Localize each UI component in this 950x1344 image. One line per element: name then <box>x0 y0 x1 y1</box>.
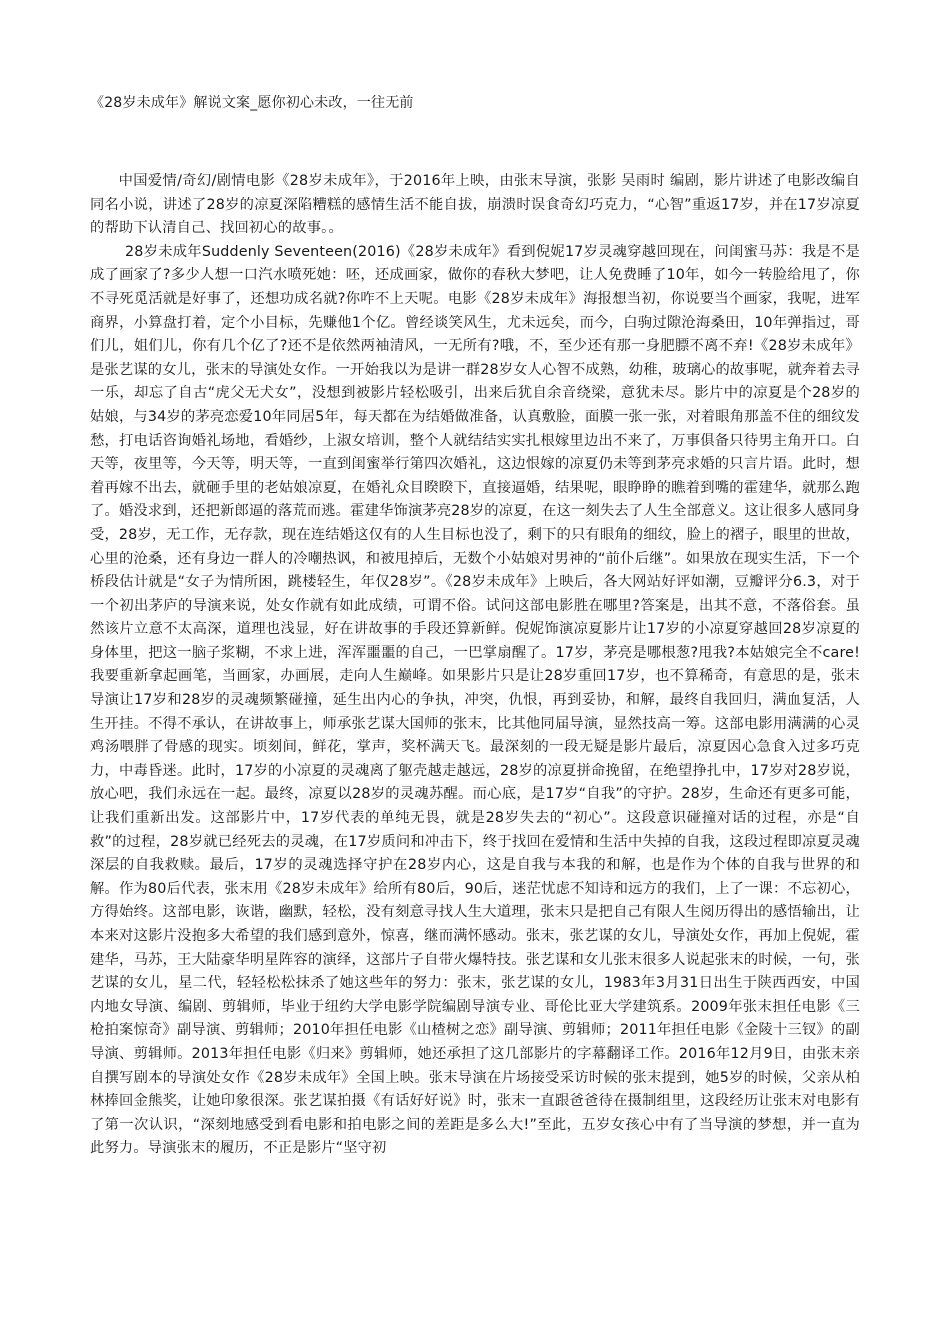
document-page <box>90 90 860 1161</box>
paragraph-intro: 中国爱情/奇幻/剧情电影《28岁未成年》，于2016年上映，由张末导演，张影 吴雨时 编剧，影片讲述了电影改编自同名小说，讲述了28岁的凉夏深陷糟糕的感情生活不能自拔，崩溃时误食奇幻巧克力，“心智”重返17岁，并在17岁凉夏的帮助下认清自己、找回初心的故事。。 <box>90 173 860 237</box>
document-title: 《28岁未成年》解说文案_愿你初心未改，一往无前 <box>90 95 414 111</box>
paragraph-review: 28岁未成年Suddenly Seventeen(2016)《28岁未成年》看到倪妮17岁灵魂穿越回现在，问闺蜜马苏：我是不是成了画家了?多少人想一口汽水喷死她：呸，还成画家，做你的春秋大梦吧，让人免费睡了10年，如今一转脸给甩了，你不寻死觅活就是好事了，还想功成名就?你咋不上天呢。电影《28岁未成年》海报想当初，你说要当个画家，我呢，进军商界，小算盘打着，定个小目标，先赚他1个亿。曾经谈笑风生，尤未远矣，而今，白驹过隙沧海桑田，10年弹指过，哥们儿，姐们儿，你有几个亿了?还不是依然两袖清风，一无所有?哦，不，至少还有那一身肥膘不离不弃!《28岁未成年》是张艺谋的女儿，张末的导演处女作。一开始我以为是讲一群28岁女人心智不成熟，幼稚，玻璃心的故事呢，就奔着去寻一乐，却忘了自古“虎父无犬女”，没想到被影片轻松吸引，出来后犹自余音绕梁，意犹未尽。影片中的凉夏是个28岁的姑娘，与34岁的茅亮恋爱10年同居5年，每天都在为结婚做准备，认真敷脸，面膜一张一张，对着眼角那盖不住的细纹发愁，打电话咨询婚礼场地，看婚纱，上淑女培训，整个人就结结实实扎根嫁里边出不来了，万事俱备只待男主角开口。白天等，夜里等，今天等，明天等，一直到闺蜜举行第四次婚礼，这边恨嫁的凉夏仍未等到茅亮求婚的只言片语。此时，想着再嫁不出去，就砸手里的老姑娘凉夏，在婚礼众目睽睽下，直接逼婚，结果呢，眼睁睁的瞧着到嘴的霍建华，就那么跑了。婚没求到，还把新郎逼的落荒而逃。霍建华饰演茅亮28岁的凉夏，在这一刻失去了人生全部意义。这让很多人感同身受，28岁，无工作，无存款，现在连结婚这仅有的人生目标也没了，剩下的只有眼角的细纹，脸上的褶子，眼里的世故，心里的沧桑，还有身边一群人的冷嘲热讽，和被甩掉后，无数个小姑娘对男神的“前仆后继”。如果放在现实生活，下一个桥段估计就是“女子为情所困，跳楼轻生，年仅28岁”。《28岁未成年》上映后，各大网站好评如潮，豆瓣评分6.3，对于一个初出茅庐的导演来说，处女作就有如此成绩，可谓不俗。试问这部电影胜在哪里?答案是，出其不意，不落俗套。虽然该片立意不太高深，道理也浅显，好在讲故事的手段还算新鲜。倪妮饰演凉夏影片让17岁的小凉夏穿越回28岁凉夏的身体里，把这一脑子浆糊，不求上进，浑浑噩噩的自己，一巴掌扇醒了。17岁，茅亮是哪根葱?甩我?本姑娘完全不care!我要重新拿起画笔，当画家，办画展，走向人生巅峰。如果影片只是让28岁重回17岁，也不算稀奇，有意思的是，张末导演让17岁和28岁的灵魂频繁碰撞，延生出内心的争执，冲突，仇恨，再到妥协，和解，最终自我回归，满血复活，人生开挂。不得不承认，在讲故事上，师承张艺谋大国师的张末，比其他同届导演，显然技高一筹。这部电影用满满的心灵鸡汤喂胖了骨感的现实。顷刻间，鲜花，掌声，奖杯满天飞。最深刻的一段无疑是影片最后，凉夏因心急食入过多巧克力，中毒昏迷。此时，17岁的小凉夏的灵魂离了躯壳越走越远，28岁的凉夏拼命挽留，在绝望挣扎中，17岁对28岁说，放心吧，我们永远在一起。最终，凉夏以28岁的灵魂苏醒。而心底，是17岁“自我”的守护。28岁，生命还有更多可能，让我们重新出发。这部影片中，17岁代表的单纯无畏，就是28岁失去的“初心”。这段意识碰撞对话的过程，亦是“自救”的过程，28岁就已经死去的灵魂，在17岁质问和冲击下，终于找回在爱情和生活中失掉的自我，这段过程即凉夏灵魂深层的自我救赎。最后，17岁的灵魂选择守护在28岁内心，这是自我与本我的和解，也是作为个体的自我与世界的和解。作为80后代表，张末用《28岁未成年》给所有80后，90后，迷茫忧虑不知诗和远方的我们，上了一课：不忘初心，方得始终。这部电影，诙谐，幽默，轻松，没有刻意寻找人生大道理，张末只是把自己有限人生阅历得出的感悟输出，让本来对这影片没抱多大希望的我们感到意外，惊喜，继而满怀感动。张末，张艺谋的女儿，导演处女作，再加上倪妮，霍建华，马苏，王大陆豪华明星阵容的演绎，这部片子自带火爆特技。张艺谋和女儿张末很多人说起张末的时候，一句，张艺谋的女儿，星二代，轻轻松松抹杀了她这些年的努力：张末，张艺谋的女儿，1983年3月31日出生于陕西西安，中国内地女导演、编剧、剪辑师，毕业于纽约大学电影学院编剧导演专业、哥伦比亚大学建筑系。2009年张末担任电影《三枪拍案惊奇》副导演、剪辑师；2010年担任电影《山楂树之恋》副导演、剪辑师；2011年担任电影《金陵十三钗》的副导演、剪辑师。2013年担任电影《归来》剪辑师，她还承担了这几部影片的字幕翻译工作。2016年12月9日，由张末亲自撰写剧本的导演处女作《28岁未成年》全国上映。张末导演在片场接受采访时候的张末提到，她5岁的时候，父亲从柏林捧回金熊奖，让她印象很深。张艺谋拍摄《有话好好说》时，张末一直跟爸爸待在摄制组里，这段经历让张末对电影有了第一次认识，“深刻地感受到看电影和拍电影之间的差距是多么大!”至此，五岁女孩心中有了当导演的梦想，并一直为此努力。导演张末的履历，不正是影片“坚守初 <box>90 243 860 1157</box>
